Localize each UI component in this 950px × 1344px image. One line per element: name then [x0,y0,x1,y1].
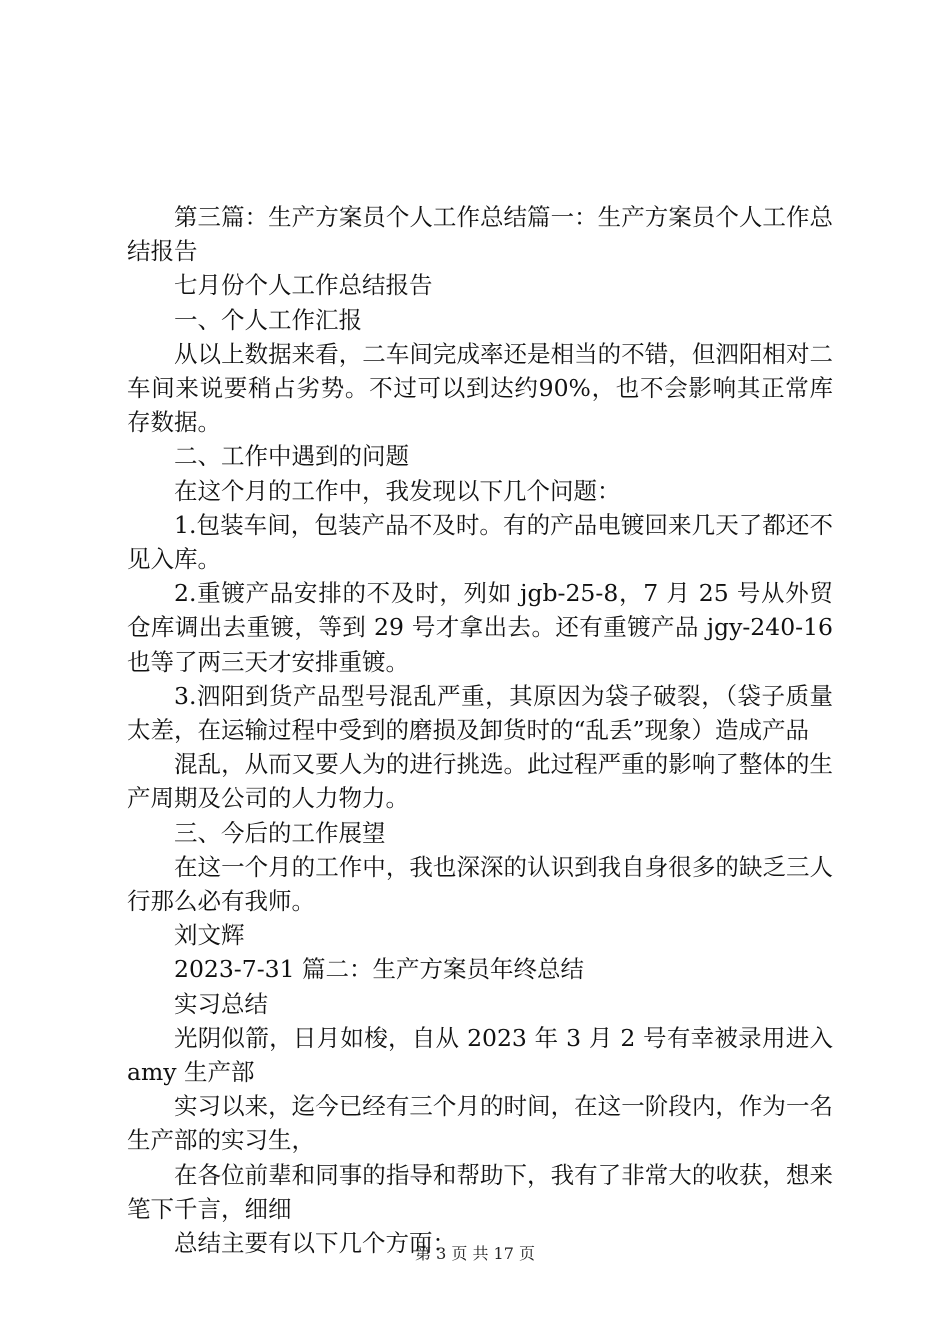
body-paragraph: 实习以来，迄今已经有三个月的时间，在这一阶段内，作为一名生产部的实习生， [127,1092,833,1155]
list-item-2: 2.重镀产品安排的不及时，列如 jgb-25-8，7 月 25 号从外贸仓库调出去重镀，等到 29 号才拿出去。还有重镀产品 jgy-240-16 也等了两三天才安排重镀。 [127,579,833,676]
list-item-3: 3.泗阳到货产品型号混乱严重，其原因为袋子破裂，（袋子质量太差，在运输过程中受到的磨损及卸货时的“乱丢”现象）造成产品 [127,681,833,745]
section-heading-2: 二、工作中遇到的问题 [174,442,409,471]
body-paragraph: 总结主要有以下几个方面： [174,1229,456,1258]
section-heading-3: 三、今后的工作展望 [174,818,386,847]
title-paragraph: 第三篇：生产方案员个人工作总结篇一：生产方案员个人工作总结报告 [127,203,833,266]
section-heading-1: 一、个人工作汇报 [174,305,362,334]
body-paragraph: 在这个月的工作中，我发现以下几个问题： [174,476,621,505]
list-item-1: 1.包装车间，包装产品不及时。有的产品电镀回来几天了都还不见入库。 [127,510,833,574]
report-subtitle: 七月份个人工作总结报告 [174,271,433,300]
internship-summary-heading: 实习总结 [174,989,268,1018]
body-paragraph: 在这一个月的工作中，我也深深的认识到我自身很多的缺乏三人行那么必有我师。 [127,852,833,916]
body-paragraph: 混乱，从而又要人为的进行挑选。此过程严重的影响了整体的生产周期及公司的人力物力。 [127,750,833,813]
document-body [127,200,833,1260]
body-paragraph: 在各位前辈和同事的指导和帮助下，我有了非常大的收获，想来笔下千言，细细 [127,1160,833,1223]
author-name: 刘文辉 [174,921,245,950]
page-footer: 第 3 页 共 17 页 [415,1244,535,1263]
body-paragraph: 从以上数据来看，二车间完成率还是相当的不错，但泗阳相对二车间来说要稍占劣势。不过可以到达约90%，也不会影响其正常库存数据。 [127,339,833,437]
date-and-part-title: 2023-7-31 篇二：生产方案员年终总结 [174,955,585,984]
body-paragraph: 光阴似箭，日月如梭，自从 2023 年 3 月 2 号有幸被录用进入 amy 生产部 [127,1023,833,1087]
